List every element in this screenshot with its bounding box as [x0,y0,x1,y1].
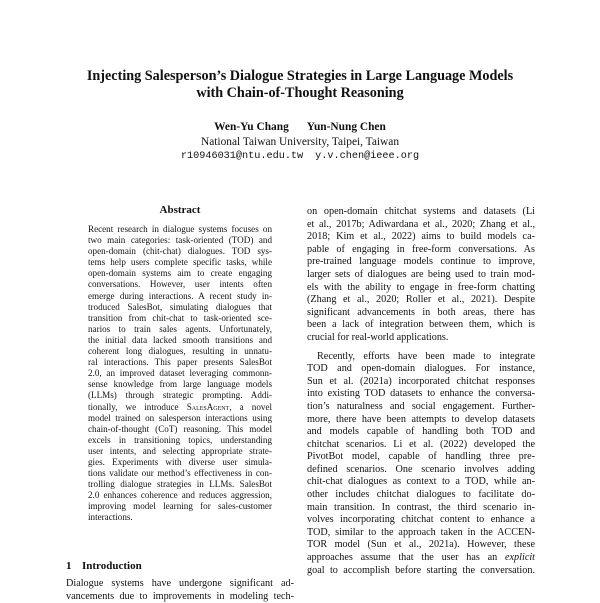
author-email[interactable]: y.v.chen@ieee.org [315,151,420,162]
abstract-line: tems help users complete specific tasks, while [88,257,272,268]
section-title: Introduction [82,560,142,572]
section-number: 1 [66,560,72,572]
author-name: Wen-Yu Chang [214,121,289,133]
body-line: tion’s naturalness and social engagement. Further- [307,400,535,412]
explicit-term: explicit [505,552,535,564]
abstract-line: excels in transitioning topics, understanding [88,434,272,445]
abstract-line: (LLMs) through strategic prompting. Addi- [88,390,272,401]
body-line: PivotBot model, capable of handling three pre- [307,451,535,463]
abstract-line: gies. Experiments with diverse user simula- [88,456,272,467]
abstract-line: the initial data lacked smooth transitions and [88,334,272,345]
body-line: crucial for real-world applications. [307,331,449,343]
body-line: and models capable of handling both TOD and [307,426,535,438]
abstract-line-salesagent [88,402,272,413]
body-line: on open-domain chitchat systems and datasets (Li [307,206,535,217]
body-line: main transition. In contrast, the third scenario in- [307,501,535,513]
body-line: 2018; Kim et al., 2022) aims to build models ca- [307,231,535,243]
abstract-line: two main categories: task-oriented (TOD) and [88,235,272,246]
abstract-line: improving model learning for sales-customer [88,501,272,512]
abstract-line: narios to train sales agents. Unfortunately, [88,323,272,334]
abstract-line: conversations. However, user intents often [88,279,272,290]
author-list [40,120,560,134]
abstract-line: coherent long dialogues, resulting in unnatu- [88,346,272,357]
abstract-line: ral interactions. This paper presents SalesBot [88,357,272,368]
body-line: pre-trained language models continue to improve, [307,256,535,268]
body-line: pable of engaging in free-form conversations. As [307,243,535,255]
salesagent-term: SalesAgent [186,401,230,412]
abstract-line: emerge during interactions. A recent study in- [88,290,272,301]
abstract-heading: Abstract [159,204,201,216]
title-line-2: with Chain-of-Thought Reasoning [196,85,404,101]
body-line: Dialogue systems have undergone significant ad- [66,578,294,589]
body-line: TOD and open-domain dialogues. For instance, [307,363,535,375]
email-list [40,150,560,164]
abstract-line: open-domain (chit-chat) dialogues. TOD sys- [88,246,272,257]
body-line-start: approaches assume that the user has an [307,552,506,564]
body-line: chitchat scenarios. Li et al. (2022) developed the [307,438,535,450]
body-line: into existing TOD datasets to enhance the conversa- [307,388,535,400]
body-line: (Zhang et al., 2020; Roller et al., 2021). Despite [307,294,535,306]
abstract-line: tions validate our method’s effectiveness in con- [88,468,272,479]
abstract-line: model trained on salesperson interactions using [88,412,272,423]
abstract-line-end: , a novel [229,401,273,412]
abstract-line: open-domain systems aim to create engaging [88,268,272,279]
body-line: significant advancements in both areas, there has [307,306,535,318]
abstract-line-start: tionally, we introduce [88,401,187,412]
right-column-body [307,206,535,577]
body-line: goal to accomplish before starting the conversation. [307,564,535,576]
body-line: been a lack of integration between them, which is [307,319,535,331]
body-line: Recently, efforts have been made to integrate [317,350,535,362]
body-line: other includes chitchat dialogues to facilitate do- [307,489,535,501]
abstract-line: sense knowledge from large language models [88,379,272,390]
title-line-1: Injecting Salesperson’s Dialogue Strategies in Large Language Models [86,68,514,84]
introduction-body [66,578,294,603]
body-line-explicit [307,552,535,565]
abstract-line: user intents, and selecting appropriate strate- [88,445,272,456]
body-line: vancements due to improvements in modeling tech- [66,590,294,602]
abstract-line: transition from chit-chat to task-oriented sce- [88,312,272,323]
paper-title [40,68,560,102]
author-email[interactable]: r10946031@ntu.edu.tw [180,151,304,162]
body-line: more, there have been attempts to develop datasets [307,413,535,425]
section-heading-introduction [66,560,142,573]
abstract-line: 2.0 enhances coherence and reduces aggression, [88,490,272,501]
abstract-body [88,224,272,524]
body-line: larger sets of dialogues are being used to train mod- [307,268,535,280]
abstract-line: chain-of-thought (CoT) reasoning. This model [88,423,272,434]
abstract-line: 2.0, an improved dataset leveraging commonn- [88,368,272,379]
abstract-line: trolling dialogue strategies in LLMs. SalesBot [88,479,272,490]
body-line: TOR model (Sun et al., 2021a). However, these [307,539,535,551]
body-line: els with the ability to engage in free-form chatting [307,281,535,293]
body-line: TOD, similar to the approach taken in the ACCEN- [307,526,535,538]
author-name: Yun-Nung Chen [306,121,386,133]
body-line: chit-chat dialogues as context to a TOD, while an- [307,476,535,488]
abstract-line: Recent research in dialogue systems focuses on [88,224,272,234]
abstract-line: interactions. [88,512,133,523]
affiliation: National Taiwan University, Taipei, Taiwan [200,136,400,148]
abstract-line: troduced SalesBot, simulating dialogues that [88,301,272,312]
body-line: defined scenarios. One scenario involves adding [307,463,535,475]
body-line: Sun et al. (2021a) incorporated chitchat responses [307,375,535,387]
body-line: et al., 2017b; Adiwardana et al., 2020; Zhang et al., [307,218,535,230]
body-line: volves incorporating chitchat content to enhance a [307,514,535,526]
